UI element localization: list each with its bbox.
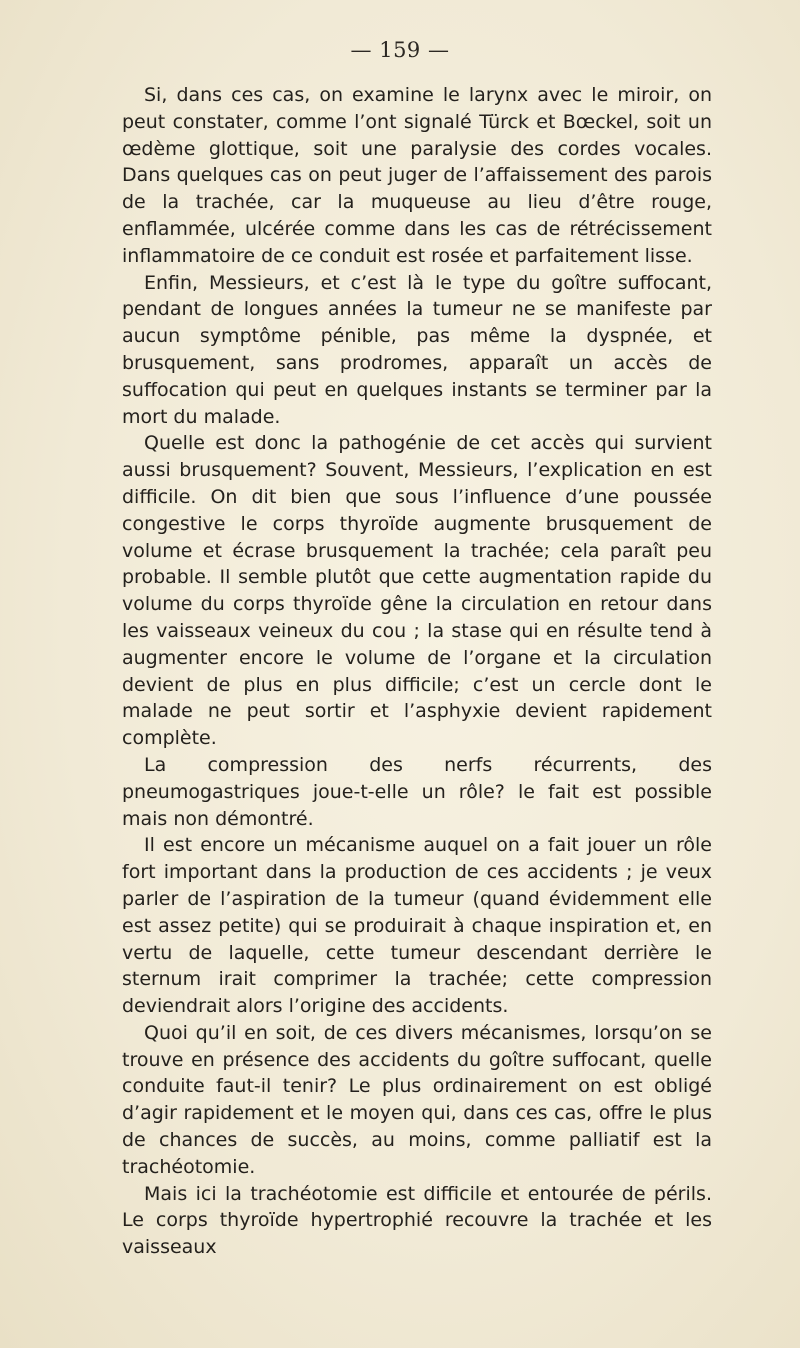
paragraph-aspiration-mechanism: Il est encore un mécanisme auquel on a fait jouer un rôle fort important dans la production de ces accidents ; je veux parler de l’aspiration de la tumeur (quand évidemment elle est assez petite) qui se produirait à chaque inspiration et, en vertu de laquelle, cette tumeur descendant derrière le sternum irait comprimer la trachée; cette compression deviendrait alors l’origine des accidents. xyxy=(122,834,712,1018)
paragraph-pathogenesis: Quelle est donc la pathogénie de cet accès qui survient aussi brusquement? Souvent, Messieurs, l’explication en est difficile. On dit bien que sous l’influence d’une poussée congestive le corps thyroïde augmente brusquement de volume et écrase brusquement la trachée; cela paraît peu probable. Il semble plutôt que cette augmentation rapide du volume du corps thyroïde gêne la circulation en retour dans les vaisseaux veineux du cou ; la stase qui en résulte tend à augmenter encore le volume de l’organe et la circulation devient de plus en plus difficile; c’est un cercle dont le malade ne peut sortir et l’asphyxie devient rapidement complète. xyxy=(122,432,712,750)
paragraph-nerve-compression: La compression des nerfs récurrents, des pneumogastriques joue-t-elle un rôle? le fait est possible mais non démontré. xyxy=(122,753,712,830)
paragraph-suffocating-goitre: Enfin, Messieurs, et c’est là le type du goître suffocant, pendant de longues années la tumeur ne se manifeste par aucun symptôme pénible, pas même la dyspnée, et brusquement, sans prodromes, apparaît un accès de suffocation qui peut en quelques instants se terminer par la mort du malade. xyxy=(122,271,712,428)
paragraph-tracheotomy: Mais ici la trachéotomie est difficile et entourée de périls. Le corps thyroïde hypertrophié recouvre la trachée et les vaisseaux xyxy=(122,1182,712,1259)
text-body xyxy=(122,82,712,1261)
paragraph-laryngoscopy: Si, dans ces cas, on examine le larynx avec le miroir, on peut constater, comme l’ont signalé Türck et Bœckel, soit un œdème glottique, soit une paralysie des cordes vocales. Dans quelques cas on peut juger de l’affaissement des parois de la trachée, car la muqueuse au lieu d’être rouge, enflammée, ulcérée comme dans les cas de rétrécissement inflammatoire de ce conduit est rosée et parfaitement lisse. xyxy=(122,84,712,267)
paragraph-treatment: Quoi qu’il en soit, de ces divers mécanismes, lorsqu’on se trouve en présence des accidents du goître suffocant, quelle conduite faut-il tenir? Le plus ordinairement on est obligé d’agir rapidement et le moyen qui, dans ces cas, offre le plus de chances de succès, au moins, comme palliatif est la trachéotomie. xyxy=(122,1021,712,1178)
page-number: — 159 — xyxy=(350,38,450,62)
